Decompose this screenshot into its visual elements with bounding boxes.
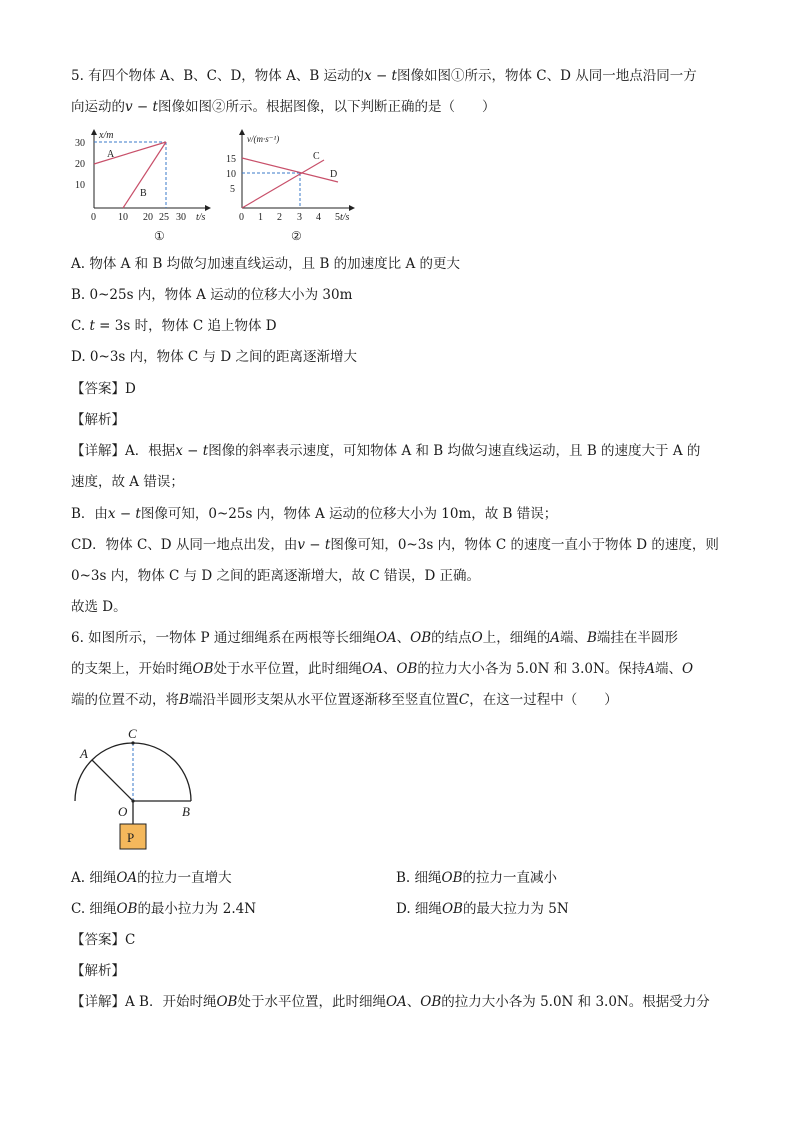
vt-line-D <box>242 158 338 182</box>
rope-OA <box>92 760 133 801</box>
xt-ytick-10: 10 <box>75 180 85 191</box>
q6-detail-line1: 【详解】A B．开始时绳OB处于水平位置，此时细绳OA、OB的拉力大小各为 5.0N 和 3.0N。根据受力分 <box>71 994 710 1010</box>
q5-detail-line3: B．由x − t图像可知，0~25s 内，物体 A 运动的位移大小为 10m，故 B 错误； <box>71 506 558 522</box>
xt-ylabel: x/m <box>99 130 114 141</box>
xt-ytick-20: 20 <box>75 159 85 170</box>
vt-xtick-1: 1 <box>258 212 263 223</box>
q6-stem-line2: 的支架上，开始时绳OB处于水平位置，此时细绳OA、OB的拉力大小各为 5.0N 和 3.0N。保持A端、O <box>71 661 694 677</box>
vt-xtick-0: 0 <box>239 212 244 223</box>
xt-line-A <box>94 142 166 164</box>
xt-xtick-25: 25 <box>159 212 169 223</box>
semicircle-support <box>75 743 191 801</box>
q6-analysis-heading: 【解析】 <box>71 963 125 979</box>
xt-xtick-30: 30 <box>176 212 186 223</box>
xt-label-B: B <box>140 188 147 199</box>
q5-option-c: C. t = 3s 时，物体 C 追上物体 D <box>71 318 277 334</box>
q5-analysis-heading: 【解析】 <box>71 412 125 428</box>
xt-xtick-20: 20 <box>143 212 153 223</box>
q5-vt-graph <box>222 128 362 246</box>
q6-option-c: C. 细绳OB的最小拉力为 2.4N <box>71 901 257 917</box>
vt-xlabel: t/s <box>340 212 350 223</box>
xt-caption: ① <box>154 229 165 243</box>
q6-option-d: D. 细绳OB的最大拉力为 5N <box>396 901 569 917</box>
q5-detail-line5: 0~3s 内，物体 C 与 D 之间的距离逐渐增大，故 C 错误，D 正确。 <box>71 568 481 584</box>
q6-option-b: B. 细绳OB的拉力一直减小 <box>396 870 558 886</box>
q5-stem-line1: 5. 有四个物体 A、B、C、D，物体 A、B 运动的x − t图像如图①所示，物体 C、D 从同一地点沿同一方 <box>71 68 697 84</box>
q6-semicircle-figure <box>66 724 216 854</box>
xt-label-A: A <box>107 149 115 160</box>
point-C <box>131 741 134 744</box>
q5-option-a: A. 物体 A 和 B 均做匀加速直线运动，且 B 的加速度比 A 的更大 <box>71 256 461 272</box>
xt-xlabel: t/s <box>196 212 206 223</box>
q6-option-a: A. 细绳OA的拉力一直增大 <box>71 870 232 886</box>
vt-label-D: D <box>330 169 338 180</box>
label-P: P <box>127 830 135 845</box>
q5-detail-line6: 故选 D。 <box>71 599 127 615</box>
q5-detail-line1: 【详解】A．根据x − t图像的斜率表示速度，可知物体 A 和 B 均做匀速直线运动，且 B 的速度大于 A 的 <box>71 443 701 459</box>
vt-label-C: C <box>313 151 320 162</box>
xt-xtick-0: 0 <box>91 212 96 223</box>
vt-xtick-2: 2 <box>277 212 282 223</box>
label-O: O <box>118 804 128 819</box>
vt-xtick-3: 3 <box>297 212 302 223</box>
q5-detail-line4: CD．物体 C、D 从同一地点出发，由v − t图像可知，0~3s 内，物体 C 的速度一直小于物体 D 的速度，则 <box>71 537 719 553</box>
label-B: B <box>182 804 190 819</box>
q5-detail-line2: 速度，故 A 错误； <box>71 474 184 490</box>
q5-xt-graph <box>72 128 222 246</box>
q5-option-d: D. 0~3s 内，物体 C 与 D 之间的距离逐渐增大 <box>71 349 357 365</box>
q6-answer: 【答案】C <box>71 932 136 948</box>
label-A: A <box>80 746 88 761</box>
label-C: C <box>128 726 137 741</box>
vt-line-C <box>242 160 324 208</box>
vt-ytick-5: 5 <box>230 184 235 195</box>
q5-answer: 【答案】D <box>71 381 136 397</box>
vt-xtick-4: 4 <box>316 212 321 223</box>
q6-stem-line3: 端的位置不动，将B端沿半圆形支架从水平位置逐渐移至竖直位置C，在这一过程中（ ） <box>71 692 618 708</box>
vt-xtick-5: 5 <box>335 212 340 223</box>
q5-stem-line2: 向运动的v − t图像如图②所示。根据图像，以下判断正确的是（ ） <box>71 99 496 115</box>
vt-ylabel: v/(m·s⁻¹) <box>247 134 280 144</box>
vt-ytick-10: 10 <box>226 169 236 180</box>
q5-option-b: B. 0~25s 内，物体 A 运动的位移大小为 30m <box>71 287 353 303</box>
vt-ytick-15: 15 <box>226 154 236 165</box>
q6-stem-line1: 6. 如图所示，一物体 P 通过细绳系在两根等长细绳OA、OB的结点O上，细绳的A端、B端挂在半圆形 <box>71 630 678 646</box>
point-O <box>131 799 134 802</box>
vt-caption: ② <box>291 229 302 243</box>
xt-xtick-10: 10 <box>118 212 128 223</box>
xt-ytick-30: 30 <box>75 138 85 149</box>
